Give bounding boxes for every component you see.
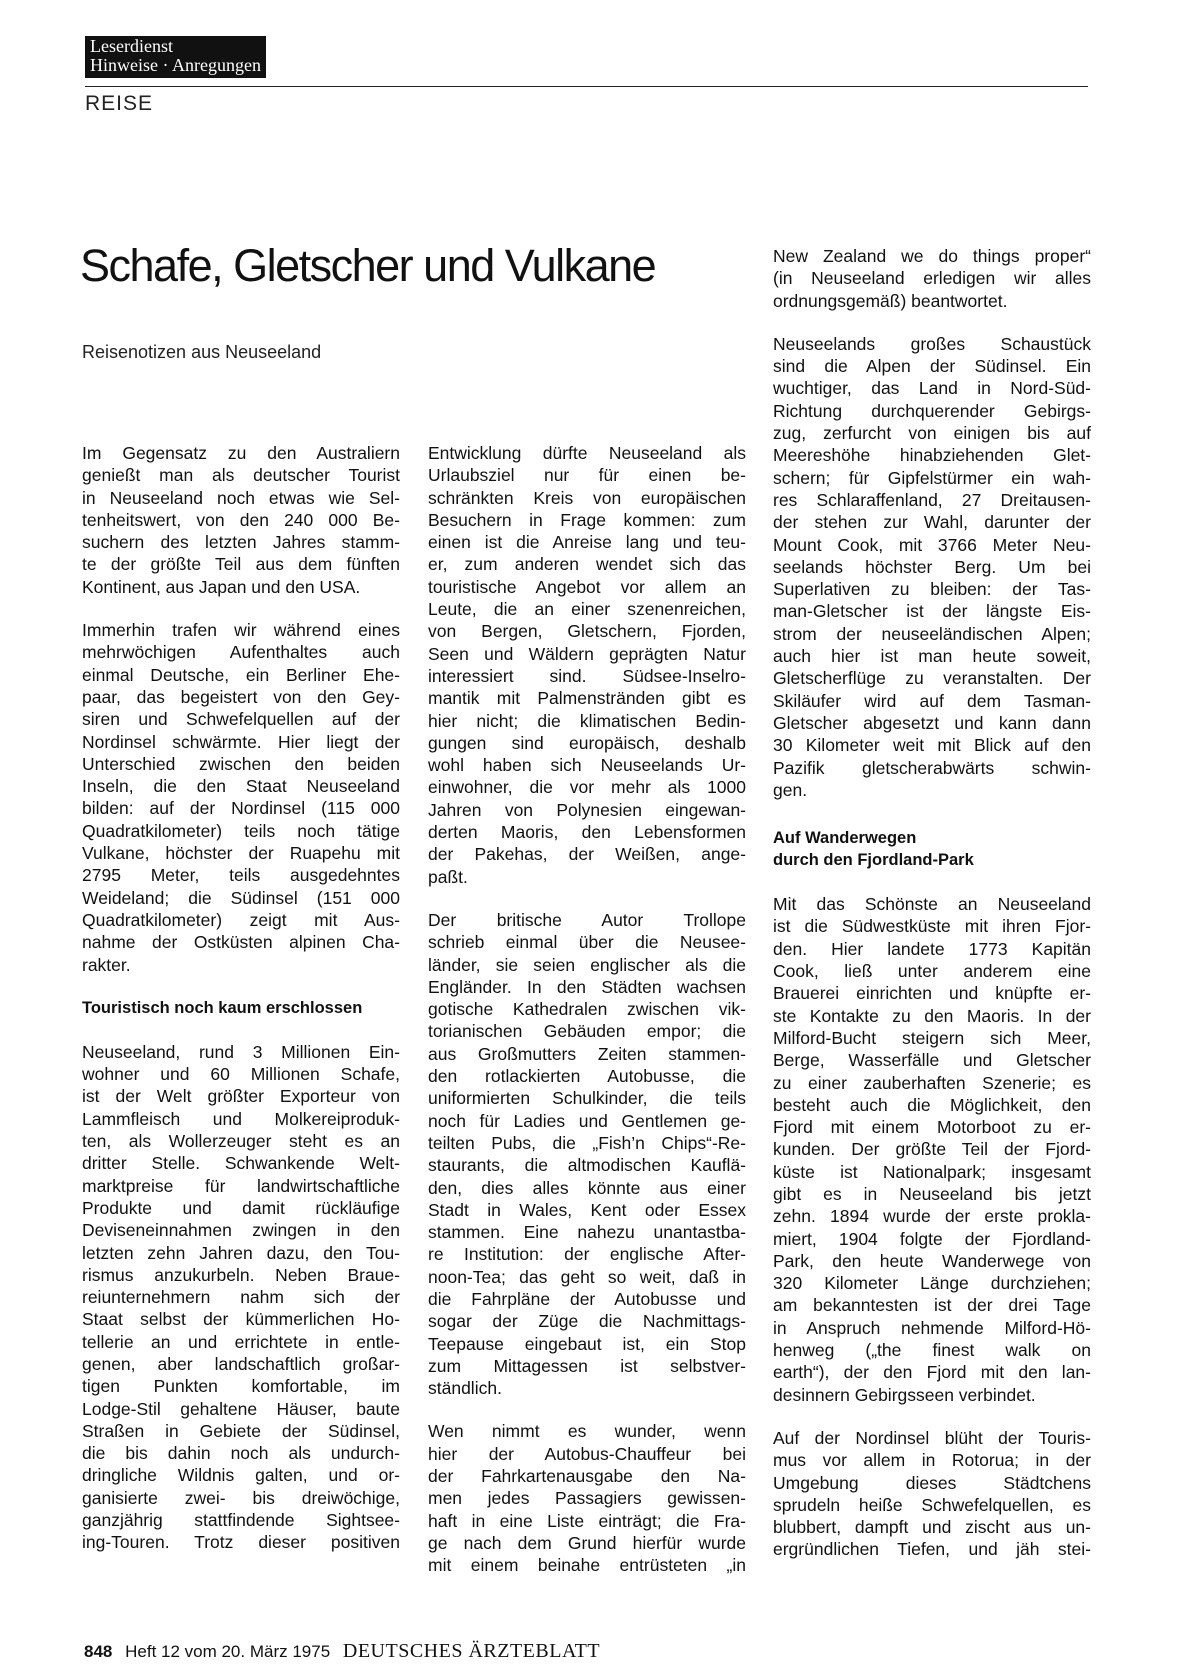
text-line: ing-Touren. Trotz dieser positiven [82, 1532, 400, 1553]
text-line: den rotlackierten Autobusse, die [428, 1066, 746, 1087]
text-line: earth“), der den Fjord mit den lan- [773, 1362, 1091, 1383]
text-line: Cook, ließ unter anderem eine [773, 961, 1091, 982]
text-line: Wen nimmt es wunder, wenn [428, 1421, 746, 1442]
text-line: paßt. [428, 866, 468, 887]
text-line: in Neuseeland noch etwas wie Sel- [82, 487, 400, 508]
text-line: genen, aber landschaftlich großar- [82, 1353, 400, 1374]
text-line: Besuchern in Frage kommen: zum [428, 509, 746, 530]
text-line: touristische Angebot vor allem an [428, 576, 746, 597]
text-line: seelands höchster Berg. Um bei [773, 556, 1091, 577]
text-line: paar, das begeistert von den Gey- [82, 686, 400, 707]
text-line: gibt es in Neuseeland bis jetzt [773, 1183, 1091, 1204]
text-line: rakter. [82, 954, 131, 975]
text-line: Jahren von Polynesien eingewan- [428, 799, 746, 820]
text-line: Auf der Nordinsel blüht der Touris- [773, 1427, 1091, 1448]
text-line: ergründlichen Tiefen, und jäh stei- [773, 1539, 1091, 1560]
text-line: Deviseneinnahmen zwingen in den [82, 1220, 400, 1241]
text-line: Der britische Autor Trollope [428, 909, 746, 930]
text-line: Gletscherflüge zu veranstalten. Der [773, 668, 1091, 689]
text-line: Meereshöhe hinabziehenden Glet- [773, 445, 1091, 466]
text-line: bilden: auf der Nordinsel (115 000 [82, 798, 400, 819]
issue-info: Heft 12 vom 20. März 1975 [125, 1642, 331, 1661]
subheading [773, 827, 1091, 871]
text-line: der Pakehas, der Weißen, ange- [428, 844, 746, 865]
text-line: res Schlaraffenland, 27 Dreitausen- [773, 489, 1091, 510]
text-line: Engländer. In den Städten wachsen [428, 976, 746, 997]
text-line: schränkten Kreis von europäischen [428, 487, 746, 508]
text-line: hier der Autobus-Chauffeur bei [428, 1443, 746, 1464]
text-line: genießt man als deutscher Tourist [82, 465, 400, 486]
text-line: Vulkane, höchster der Ruapehu mit [82, 843, 400, 864]
text-line: Kontinent, aus Japan und den USA. [82, 576, 361, 597]
text-line: länder, sie seien englischer als die [428, 954, 746, 975]
paragraph [773, 245, 1091, 312]
text-line: derten Maoris, den Lebensformen [428, 822, 746, 843]
text-line: einwohner, die vor mehr als 1000 [428, 777, 746, 798]
text-line: dritter Stelle. Schwankende Welt- [82, 1153, 400, 1174]
text-line: Gletscher abgesetzt und kann dann [773, 712, 1091, 733]
subheading-line-1: Auf Wanderwegen [773, 829, 917, 848]
paragraph [773, 333, 1091, 801]
text-line: zug, zerfurcht von einigen bis auf [773, 423, 1091, 444]
text-line: Unterschied zwischen den beiden [82, 753, 400, 774]
text-line: den. Hier landete 1773 Kapitän [773, 938, 1091, 959]
text-line: der stehen zur Wahl, darunter der [773, 512, 1091, 533]
text-line: Seen und Wäldern geprägten Natur [428, 643, 746, 664]
text-line: Nordinsel schwärmte. Hier liegt der [82, 731, 400, 752]
text-line: Skiläufer wird auf dem Tasman- [773, 690, 1091, 711]
text-line: Quadratkilometer) zeigt mit Aus- [82, 909, 400, 930]
text-line: letzten zehn Jahren dazu, den Tou- [82, 1242, 400, 1263]
text-line: staurants, die altmodischen Kauflä- [428, 1155, 746, 1176]
text-line: rismus anzukurbeln. Neben Braue- [82, 1264, 400, 1285]
text-line: mehrwöchigen Aufenthaltes auch [82, 642, 400, 663]
text-line: er, zum anderen wendet sich das [428, 554, 746, 575]
text-line: ganisierte zwei- bis dreiwöchige, [82, 1487, 400, 1508]
header-rule [85, 86, 1088, 87]
text-line: Fjord mit einem Motorboot zu er- [773, 1117, 1091, 1138]
text-line: wuchtiger, das Land in Nord-Süd- [773, 378, 1091, 399]
text-line: ste Kontakte zu den Maoris. In der [773, 1005, 1091, 1026]
text-line: blubbert, dampft und zischt aus un- [773, 1517, 1091, 1538]
text-line: Straßen in Gebiete der Südinsel, [82, 1420, 400, 1441]
text-line: mantik mit Palmenstränden gibt es [428, 688, 746, 709]
text-line: besteht auch die Möglichkeit, den [773, 1094, 1091, 1115]
text-line: torianischen Gebäuden empor; die [428, 1021, 746, 1042]
badge-line-2: Hinweise · Anregungen [90, 55, 261, 75]
text-line: am bekanntesten ist der drei Tage [773, 1295, 1091, 1316]
text-line: (in Neuseeland erledigen wir alles [773, 268, 1091, 289]
text-line: zu einer zauberhaften Szenerie; es [773, 1072, 1091, 1093]
text-line: haft in eine Liste einträgt; die Fra- [428, 1510, 746, 1531]
text-line: man-Gletscher ist der längste Eis- [773, 601, 1091, 622]
text-line: einen ist die Anreise lang und teu- [428, 532, 746, 553]
text-line: sind die Alpen der Südinsel. Ein [773, 356, 1091, 377]
text-line: Neuseelands großes Schaustück [773, 333, 1091, 354]
text-line: Neuseeland, rund 3 Millionen Ein- [82, 1041, 400, 1062]
paragraph [428, 1420, 746, 1576]
text-line: suchern des letzten Jahres stamm- [82, 532, 400, 553]
text-line: Richtung durchquerender Gebirgs- [773, 400, 1091, 421]
text-line: henweg („the finest walk on [773, 1340, 1091, 1361]
text-line: Lodge-Stil gehaltene Häuser, baute [82, 1398, 400, 1419]
text-line: Stadt in Wales, Kent oder Essex [428, 1199, 746, 1220]
column-3 [773, 245, 1091, 1582]
text-line: uniformierten Schulkinder, die teils [428, 1088, 746, 1109]
subheading: Touristisch noch kaum erschlossen [82, 998, 363, 1017]
text-line: ten, als Wollerzeuger steht es an [82, 1131, 400, 1152]
paragraph [428, 909, 746, 1400]
text-line: wohner und 60 Millionen Schafe, [82, 1064, 400, 1085]
text-line: New Zealand we do things proper“ [773, 246, 1091, 266]
text-line: ständlich. [428, 1378, 502, 1399]
paragraph [82, 1041, 400, 1554]
text-line: Lammfleisch und Molkereiproduk- [82, 1108, 400, 1129]
journal-name: DEUTSCHES ÄRZTEBLATT [342, 1640, 601, 1662]
text-line: te der größte Teil aus dem fünften [82, 554, 400, 575]
text-line: gotische Kathedralen zwischen vik- [428, 999, 746, 1020]
text-line: teilten Pubs, die „Fish’n Chips“-Re- [428, 1132, 746, 1153]
column-badge [85, 36, 266, 78]
text-line: Im Gegensatz zu den Australiern [82, 443, 400, 463]
text-line: nahme der Ostküsten alpinen Cha- [82, 932, 400, 953]
section-label: REISE [85, 92, 154, 115]
paragraph [82, 442, 400, 598]
text-line: schrieb einmal über die Neusee- [428, 932, 746, 953]
text-line: in Anspruch nehmende Milford-Hö- [773, 1317, 1091, 1338]
column-2 [428, 442, 746, 1598]
text-line: von Bergen, Gletschern, Fjorden, [428, 621, 746, 642]
subheading-line-2: durch den Fjordland-Park [773, 851, 974, 870]
text-line: Superlativen zu bleiben: der Tas- [773, 579, 1091, 600]
column-1 [82, 442, 400, 1575]
text-line: reiunternehmern nahm sich der [82, 1287, 400, 1308]
text-line: Mit das Schönste an Neuseeland [773, 894, 1091, 915]
paragraph [428, 442, 746, 888]
text-line: desinnern Gebirgsseen verbindet. [773, 1384, 1036, 1405]
text-line: 2795 Meter, teils ausgedehntes [82, 865, 400, 886]
text-line: ist die Südwestküste mit ihren Fjor- [773, 916, 1091, 937]
article-subtitle: Reisenotizen aus Neuseeland [82, 342, 322, 362]
text-line: wohl haben sich Neuseelands Ur- [428, 755, 746, 776]
text-line: zehn. 1894 wurde der erste prokla- [773, 1206, 1091, 1227]
text-line: Leute, die an einer szenenreichen, [428, 599, 746, 620]
badge-line-1: Leserdienst [90, 36, 173, 56]
text-line: sprudeln heiße Schwefelquellen, es [773, 1494, 1091, 1515]
text-line: den, dies alles könnte aus einer [428, 1177, 746, 1198]
text-line: aus Großmutters Zeiten stammen- [428, 1043, 746, 1064]
text-line: marktpreise für landwirtschaftliche [82, 1175, 400, 1196]
text-line: tenheitswert, von den 240 000 Be- [82, 509, 400, 530]
page-number: 848 [84, 1642, 113, 1661]
text-line: miert, 1904 folgte der Fjordland- [773, 1228, 1091, 1249]
text-line: gen. [773, 779, 808, 800]
text-line: strom der neuseeländischen Alpen; [773, 623, 1091, 644]
text-line: Produkte und damit rückläufige [82, 1197, 400, 1218]
text-line: Staat selbst der kümmerlichen Ho- [82, 1309, 400, 1330]
text-line: ge nach dem Grund hierfür wurde [428, 1532, 746, 1553]
text-line: re Institution: der englische After- [428, 1244, 746, 1265]
text-line: Teepause eingebaut ist, ein Stop [428, 1333, 746, 1354]
text-line: Inseln, die den Staat Neuseeland [82, 776, 400, 797]
text-line: mit einem beinahe entrüsteten „in [428, 1555, 746, 1576]
text-line: Berge, Wasserfälle und Gletscher [773, 1050, 1091, 1071]
text-line: ist der Welt größter Exporteur von [82, 1086, 400, 1107]
text-line: 30 Kilometer weit mit Blick auf den [773, 735, 1091, 756]
text-line: sogar der Züge die Nachmittags- [428, 1311, 746, 1332]
paragraph [773, 893, 1091, 1406]
paragraph [773, 1427, 1091, 1561]
text-line: Brauerei einrichten und knüpfte er- [773, 983, 1091, 1004]
article-title: Schafe, Gletscher und Vulkane [80, 240, 656, 291]
text-line: Milford-Bucht steigern sich Meer, [773, 1027, 1091, 1048]
text-line: auch hier ist man heute soweit, [773, 646, 1091, 667]
text-line: Quadratkilometer) teils noch tätige [82, 820, 400, 841]
text-line: Park, den heute Wanderwege von [773, 1250, 1091, 1271]
paragraph [82, 619, 400, 976]
text-line: küste ist Nationalpark; insgesamt [773, 1161, 1091, 1182]
text-line: noon-Tea; das geht so weit, daß in [428, 1266, 746, 1287]
text-line: tellerie an und errichtete in entle- [82, 1331, 400, 1352]
text-line: Immerhin trafen wir während eines [82, 620, 400, 641]
text-line: ganzjährig stattfindende Sightsee- [82, 1510, 400, 1531]
text-line: hier nicht; die klimatischen Bedin- [428, 710, 746, 731]
text-line: men jedes Passagiers gewissen- [428, 1488, 746, 1509]
text-line: stammen. Eine nahezu unantastba- [428, 1222, 746, 1243]
text-line: noch für Ladies und Gentlemen ge- [428, 1110, 746, 1131]
text-line: kunden. Der größte Teil der Fjord- [773, 1139, 1091, 1160]
text-line: interessiert sind. Südsee-Inselro- [428, 665, 746, 686]
text-line: einmal Deutsche, ein Berliner Ehe- [82, 664, 400, 685]
text-line: die bis dahin noch als undurch- [82, 1443, 400, 1464]
text-line: Weideland; die Südinsel (151 000 [82, 887, 400, 908]
text-line: ordnungsgemäß) beantwortet. [773, 290, 1008, 311]
text-line: Entwicklung dürfte Neuseeland als [428, 443, 746, 463]
page-footer [84, 1640, 600, 1663]
text-line: gungen sind europäisch, deshalb [428, 732, 746, 753]
text-line: Pazifik gletscherabwärts schwin- [773, 757, 1091, 778]
text-line: die Fahrpläne der Autobusse und [428, 1288, 746, 1309]
text-line: tigen Punkten komfortable, im [82, 1376, 400, 1397]
text-line: zum Mittagessen ist selbstver- [428, 1355, 746, 1376]
text-line: Urlaubsziel nur für einen be- [428, 465, 746, 486]
text-line: schern; für Gipfelstürmer ein wah- [773, 467, 1091, 488]
text-line: dringliche Wildnis galten, und or- [82, 1465, 400, 1486]
text-line: siren und Schwefelquellen auf der [82, 709, 400, 730]
text-line: 320 Kilometer Länge durchziehen; [773, 1273, 1091, 1294]
text-line: der Fahrkartenausgabe den Na- [428, 1466, 746, 1487]
text-line: Umgebung dieses Städtchens [773, 1472, 1091, 1493]
text-line: Mount Cook, mit 3766 Meter Neu- [773, 534, 1091, 555]
text-line: mus vor allem in Rotorua; in der [773, 1450, 1091, 1471]
